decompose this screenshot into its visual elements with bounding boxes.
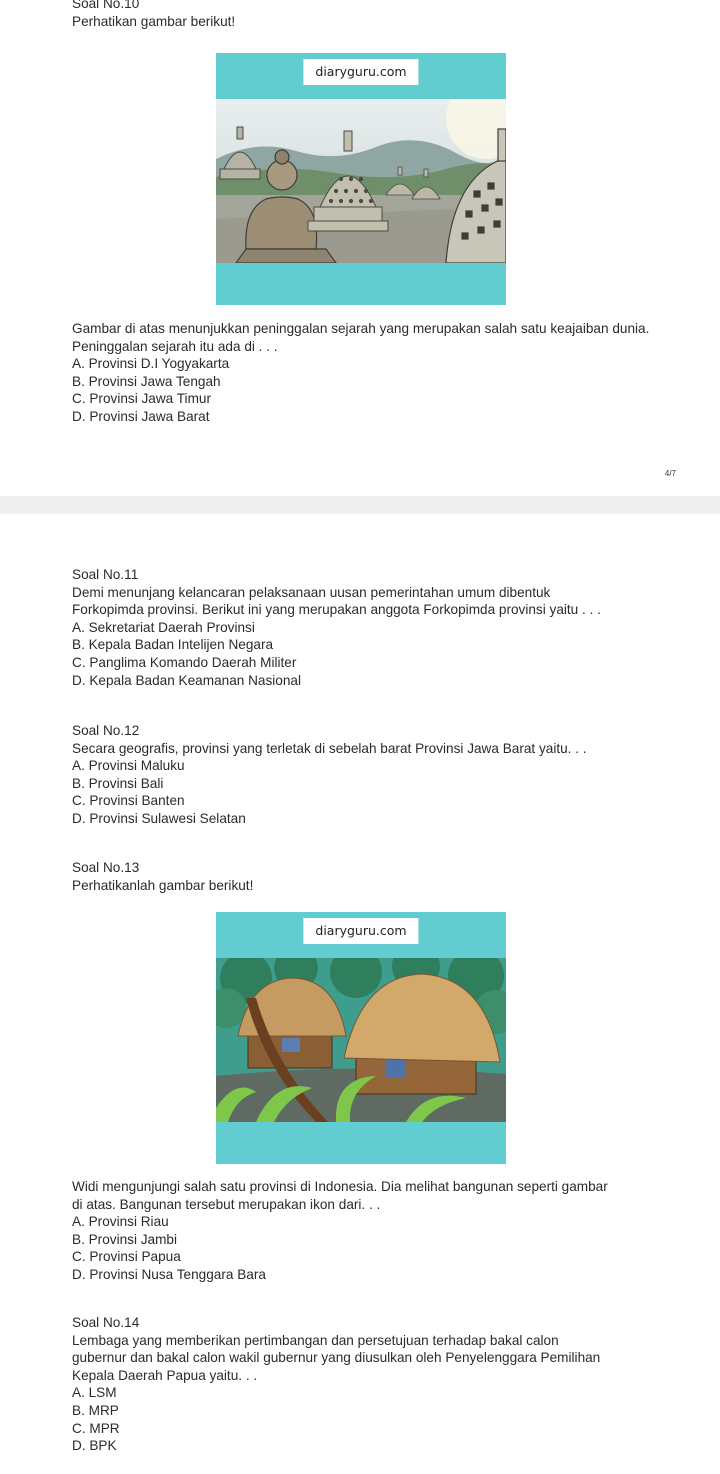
option-a: A. LSM — [72, 1385, 117, 1401]
question-text: Secara geografis, provinsi yang terletak di sebelah barat Provinsi Jawa Barat yaitu. . . — [72, 740, 587, 756]
question-title: Soal No.12 — [72, 723, 140, 738]
question-text-line-2: gubernur dan bakal calon wakil gubernur yang diusulkan oleh Penyelenggara Pemilihan — [72, 1350, 601, 1366]
page-number: 4/7 — [664, 469, 676, 478]
option-b: B. Kepala Badan Intelijen Negara — [72, 637, 274, 653]
option-a: A. Provinsi D.I Yogyakarta — [72, 356, 230, 372]
option-b: B. Provinsi Jawa Tengah — [72, 373, 221, 389]
honai-house-image — [216, 958, 506, 1122]
question-intro: Perhatikanlah gambar berikut! — [72, 877, 254, 893]
option-a: A. Provinsi Maluku — [72, 758, 185, 774]
question-text-line-1: Demi menunjang kelancaran pelaksanaan uusan pemerintahan umum dibentuk — [72, 584, 551, 600]
option-a: A. Provinsi Riau — [72, 1214, 169, 1230]
option-c: C. Provinsi Jawa Timur — [72, 391, 211, 407]
option-c: C. Provinsi Banten — [72, 793, 185, 809]
question-text: Gambar di atas menunjukkan peninggalan sejarah yang merupakan salah satu keajaiban dunia. Peninggalan sejarah itu ada di . . . — [72, 321, 650, 354]
option-b: B. MRP — [72, 1402, 119, 1418]
borobudur-illustration — [216, 53, 506, 305]
question-text-line-1: Lembaga yang memberikan pertimbangan dan persetujuan terhadap bakal calon — [72, 1332, 559, 1348]
document-page-5 — [0, 514, 720, 1474]
question-14 — [72, 1314, 662, 1455]
borobudur-temple-image — [216, 99, 506, 263]
question-12 — [72, 722, 662, 828]
option-d: D. Provinsi Jawa Barat — [72, 408, 210, 424]
question-10-header — [72, 0, 662, 30]
question-title: Soal No.14 — [72, 1315, 140, 1330]
question-13-header — [72, 859, 662, 894]
page-separator — [0, 496, 720, 514]
option-b: B. Provinsi Jambi — [72, 1231, 178, 1247]
question-title: Soal No.13 — [72, 860, 140, 875]
option-d: D. Provinsi Nusa Tenggara Bara — [72, 1266, 266, 1282]
question-text-line-1: Widi mengunjungi salah satu provinsi di Indonesia. Dia melihat bangunan seperti gambar — [72, 1179, 608, 1194]
honai-house-illustration — [216, 912, 506, 1164]
option-d: D. Provinsi Sulawesi Selatan — [72, 810, 246, 826]
question-13-body — [72, 1178, 662, 1284]
question-intro: Perhatikan gambar berikut! — [72, 13, 236, 29]
question-text-line-3: Kepala Daerah Papua yaitu. . . — [72, 1367, 258, 1383]
option-c: C. Panglima Komando Daerah Militer — [72, 654, 297, 670]
option-d: D. BPK — [72, 1438, 117, 1454]
question-11 — [72, 566, 662, 689]
question-10-body — [72, 320, 662, 426]
question-text-line-2: Forkopimda provinsi. Berikut ini yang merupakan anggota Forkopimda provinsi yaitu . . . — [72, 602, 601, 618]
question-text-line-2: di atas. Bangunan tersebut merupakan ikon dari. . . — [72, 1196, 381, 1212]
question-title: Soal No.10 — [72, 0, 140, 11]
option-a: A. Sekretariat Daerah Provinsi — [72, 619, 255, 635]
option-c: C. Provinsi Papua — [72, 1249, 181, 1265]
document-page-4 — [0, 0, 720, 496]
image-watermark: diaryguru.com — [303, 918, 418, 944]
image-watermark: diaryguru.com — [303, 59, 418, 85]
option-c: C. MPR — [72, 1420, 120, 1436]
option-d: D. Kepala Badan Keamanan Nasional — [72, 672, 301, 688]
option-b: B. Provinsi Bali — [72, 775, 164, 791]
question-title: Soal No.11 — [72, 567, 139, 582]
